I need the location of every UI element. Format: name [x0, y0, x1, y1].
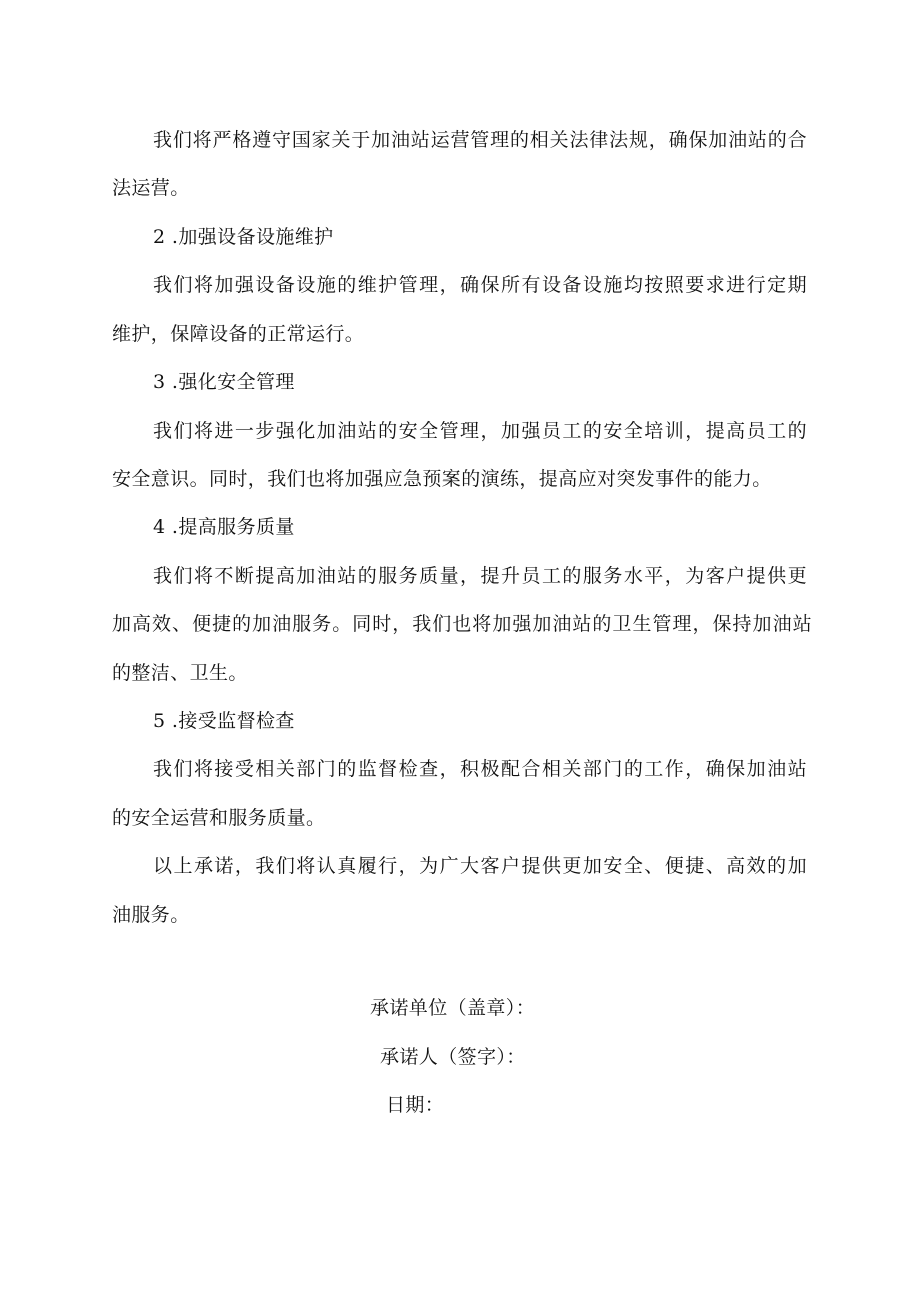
closing-line-2: 油服务。 [112, 904, 190, 926]
section-3-heading: 3 .强化安全管理 [153, 371, 295, 393]
section-4-heading: 4 .提高服务质量 [153, 516, 295, 538]
signature-date: 日期： [386, 1094, 445, 1116]
section-2-line-1: 我们将加强设备设施的维护管理，确保所有设备设施均按照要求进行定期 [153, 274, 807, 296]
section-3-line-1: 我们将进一步强化加油站的安全管理，加强员工的安全培训，提高员工的 [153, 420, 807, 442]
section-4-line-2: 加高效、便捷的加油服务。同时，我们也将加强加油站的卫生管理，保持加油站 [112, 613, 812, 635]
section-4-line-1: 我们将不断提高加油站的服务质量，提升员工的服务水平，为客户提供更 [153, 565, 807, 587]
signature-unit: 承诺单位（盖章）： [370, 997, 536, 1019]
intro-line-2: 法运营。 [112, 177, 190, 199]
intro-line-1: 我们将严格遵守国家关于加油站运营管理的相关法律法规，确保加油站的合 [153, 129, 807, 151]
section-2-heading: 2 .加强设备设施维护 [153, 226, 334, 248]
section-2-line-2: 维护，保障设备的正常运行。 [112, 323, 365, 345]
section-5-heading: 5 .接受监督检查 [153, 710, 295, 732]
section-3-line-2: 安全意识。同时，我们也将加强应急预案的演练，提高应对突发事件的能力。 [112, 468, 772, 490]
section-4-line-3: 的整洁、卫生。 [112, 662, 248, 684]
signature-person: 承诺人（签字）： [380, 1046, 526, 1068]
closing-line-1: 以上承诺，我们将认真履行，为广大客户提供更加安全、便捷、高效的加 [153, 855, 807, 877]
section-5-line-1: 我们将接受相关部门的监督检查，积极配合相关部门的工作，确保加油站 [153, 758, 807, 780]
section-5-line-2: 的安全运营和服务质量。 [112, 807, 326, 829]
